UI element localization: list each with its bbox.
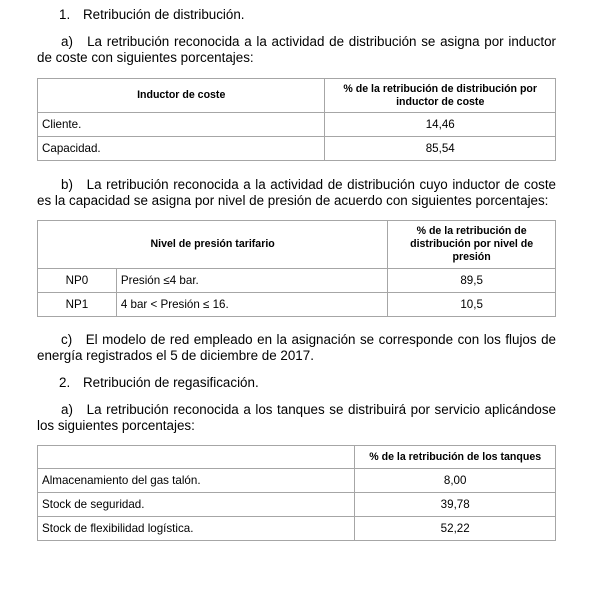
paragraph-2a [37,402,556,434]
paragraph-1c [37,332,556,364]
paragraph-1b [37,177,556,209]
table-row [38,293,556,317]
table-cell: NP1 [38,293,117,317]
paragraph-1a-label: a) [61,34,73,49]
table-cell: 89,5 [388,269,556,293]
section-2-title: Retribución de regasificación. [83,375,259,390]
paragraph-1b-label: b) [61,177,73,192]
table-cell: Almacenamiento del gas talón. [38,469,355,493]
table-cell: Stock de flexibilidad logística. [38,517,355,541]
table-header-cell: Nivel de presión tarifario [38,221,388,269]
table-header-cell: Inductor de coste [38,79,325,113]
table-header-row [38,79,556,113]
section-1-number: 1. [59,7,71,22]
paragraph-1c-label: c) [61,332,73,347]
table-cell: 52,22 [355,517,556,541]
table-header-cell [38,446,355,469]
cost-driver-table [37,78,556,161]
table-cell: 4 bar < Presión ≤ 16. [116,293,387,317]
table-header-cell: % de la retribución de distribución por inductor de coste [325,79,556,113]
table-cell: Presión ≤4 bar. [116,269,387,293]
paragraph-1c-text: El modelo de red empleado en la asignación se corresponde con los flujos de energía registrados el 5 de diciembre de 2017. [37,332,556,363]
table-header-cell: % de la retribución de distribución por nivel de presión [388,221,556,269]
table-row [38,493,556,517]
section-1-title: Retribución de distribución. [83,7,245,22]
section-2-heading [59,375,259,391]
pressure-level-table [37,220,556,317]
table-cell: NP0 [38,269,117,293]
table-row [38,469,556,493]
table-cell: Cliente. [38,113,325,137]
table-header-row [38,221,556,269]
table-cell: 10,5 [388,293,556,317]
table-header-row [38,446,556,469]
table-cell: 14,46 [325,113,556,137]
section-2-number: 2. [59,375,71,390]
table-row [38,517,556,541]
paragraph-1a-text: La retribución reconocida a la actividad de distribución se asigna por inductor de coste con siguientes porcentajes: [37,34,556,65]
table-row [38,269,556,293]
table-cell: 8,00 [355,469,556,493]
paragraph-1a [37,34,556,66]
table-cell: Capacidad. [38,137,325,161]
table-cell: Stock de seguridad. [38,493,355,517]
section-1-heading [59,7,245,23]
tank-service-table [37,445,556,541]
table-header-cell: % de la retribución de los tanques [355,446,556,469]
table-row [38,137,556,161]
paragraph-1b-text: La retribución reconocida a la actividad de distribución cuyo inductor de coste es la capacidad se asigna por nivel de presión de acuerdo con siguientes porcentajes: [37,177,556,208]
table-cell: 39,78 [355,493,556,517]
paragraph-2a-label: a) [61,402,73,417]
paragraph-2a-text: La retribución reconocida a los tanques se distribuirá por servicio aplicándose los siguientes porcentajes: [37,402,557,433]
table-cell: 85,54 [325,137,556,161]
table-row [38,113,556,137]
